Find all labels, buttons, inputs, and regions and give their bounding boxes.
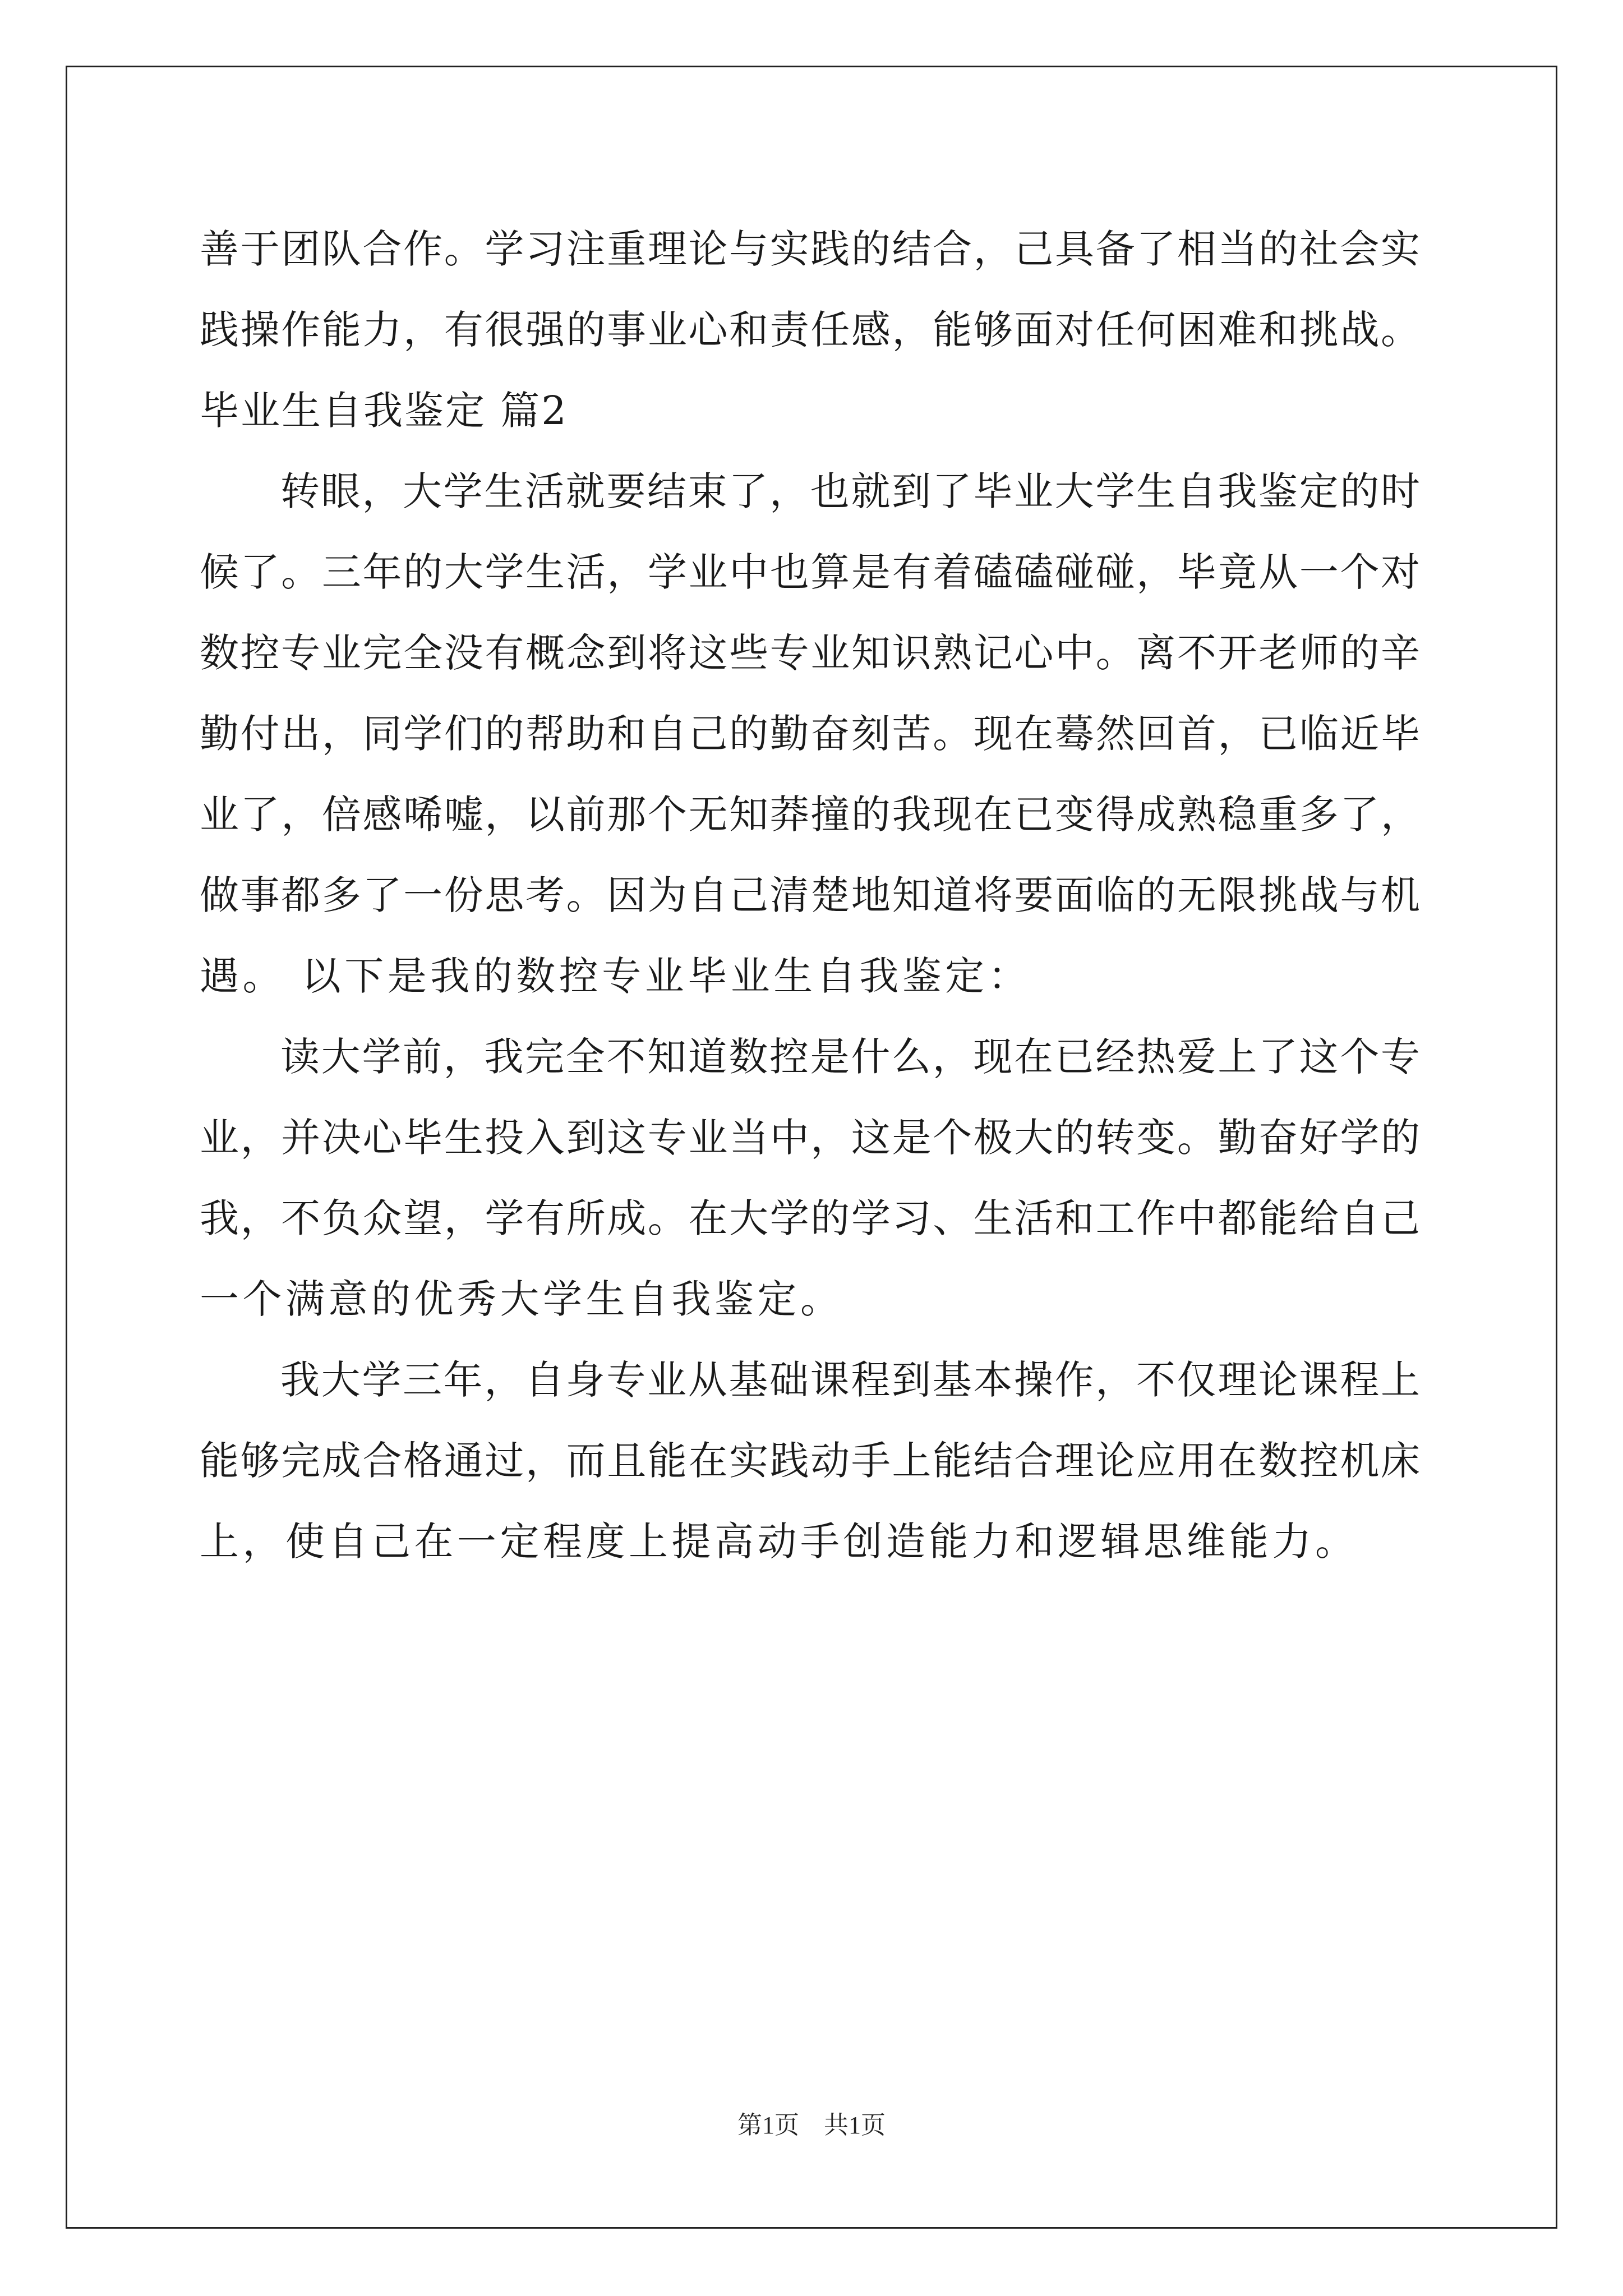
document-body: [200, 209, 1420, 1582]
page-footer: [0, 2105, 1623, 2141]
paragraph-line: 善于团队合作。学习注重理论与实践的结合，己具备了相当的社会实: [200, 226, 1420, 272]
paragraph-line: 一个满意的优秀大学生自我鉴定。: [200, 1276, 843, 1322]
paragraph-line: 业了，倍感唏嘘，以前那个无知莽撞的我现在已变得成熟稳重多了，: [200, 792, 1420, 838]
paragraph-line: 我，不负众望，学有所成。在大学的学习、生活和工作中都能给自己: [200, 1195, 1420, 1241]
section-heading: 毕业生自我鉴定 篇2: [200, 388, 568, 434]
paragraph-line: 遇。 以下是我的数控专业毕业生自我鉴定：: [200, 953, 1031, 999]
paragraph-line: 践操作能力，有很强的事业心和责任感，能够面对任何困难和挑战。: [200, 307, 1420, 353]
page-total: 共1页: [824, 2111, 886, 2139]
paragraph-line: 上，使自己在一定程度上提高动手创造能力和逻辑思维能力。: [200, 1519, 1358, 1565]
page-number: 第1页: [737, 2111, 799, 2139]
paragraph-line: 我大学三年，自身专业从基础课程到基本操作，不仅理论课程上: [280, 1357, 1420, 1403]
paragraph-line: 读大学前，我完全不知道数控是什么，现在已经热爱上了这个专: [280, 1034, 1420, 1080]
paragraph-line: 转眼，大学生活就要结束了，也就到了毕业大学生自我鉴定的时: [280, 468, 1420, 514]
paragraph-line: 勤付出，同学们的帮助和自己的勤奋刻苦。现在蓦然回首，已临近毕: [200, 711, 1420, 757]
paragraph-line: 候了。三年的大学生活，学业中也算是有着磕磕碰碰，毕竟从一个对: [200, 549, 1420, 595]
paragraph-line: 做事都多了一份思考。因为自己清楚地知道将要面临的无限挑战与机: [200, 872, 1420, 918]
paragraph-line: 能够完成合格通过，而且能在实践动手上能结合理论应用在数控机床: [200, 1438, 1420, 1484]
paragraph-line: 业，并决心毕生投入到这专业当中，这是个极大的转变。勤奋好学的: [200, 1115, 1420, 1161]
paragraph-line: 数控专业完全没有概念到将这些专业知识熟记心中。离不开老师的辛: [200, 630, 1420, 676]
